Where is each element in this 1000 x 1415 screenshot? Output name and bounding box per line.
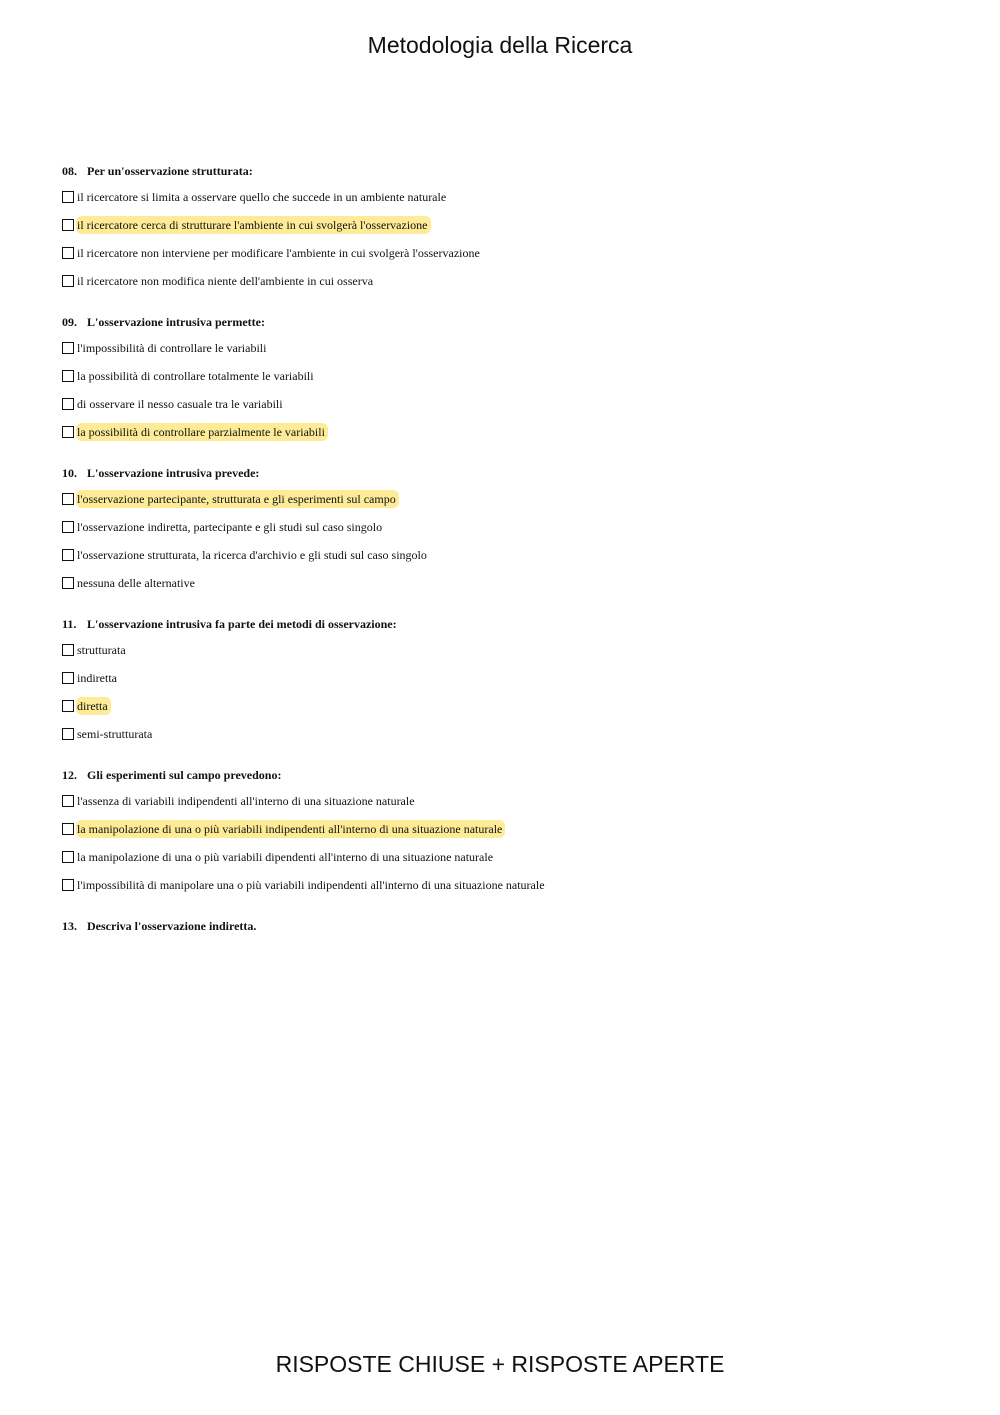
question-list [62, 162, 942, 958]
answer-text-highlighted: il ricercatore cerca di strutturare l'ambiente in cui svolgerà l'osservazione [76, 216, 431, 234]
answer-checkbox[interactable] [62, 549, 74, 561]
answer-checkbox[interactable] [62, 823, 74, 835]
question-heading [62, 162, 942, 180]
question-3 [62, 615, 942, 743]
answer-checkbox[interactable] [62, 493, 74, 505]
answer-option[interactable] [62, 641, 942, 659]
question-number: 09. [62, 315, 77, 329]
answer-checkbox[interactable] [62, 879, 74, 891]
question-heading [62, 615, 942, 633]
answer-option[interactable] [62, 697, 942, 715]
answer-checkbox[interactable] [62, 700, 74, 712]
answer-option[interactable] [62, 395, 942, 413]
answer-text: il ricercatore non modifica niente dell'ambiente in cui osserva [77, 274, 374, 288]
page-title: Metodologia della Ricerca [367, 32, 633, 58]
answer-checkbox[interactable] [62, 728, 74, 740]
answer-text: l'osservazione strutturata, la ricerca d'archivio e gli studi sul caso singolo [77, 548, 427, 562]
question-text: L'osservazione intrusiva fa parte dei metodi di osservazione: [87, 617, 397, 631]
answer-text: la manipolazione di una o più variabili dipendenti all'interno di una situazione naturale [77, 850, 494, 864]
answer-option[interactable] [62, 272, 942, 290]
answer-option[interactable] [62, 876, 942, 894]
answer-checkbox[interactable] [62, 275, 74, 287]
answer-checkbox[interactable] [62, 426, 74, 438]
answer-text: il ricercatore si limita a osservare quello che succede in un ambiente naturale [77, 190, 447, 204]
answer-option[interactable] [62, 725, 942, 743]
question-text: Gli esperimenti sul campo prevedono: [87, 768, 282, 782]
answer-text: di osservare il nesso casuale tra le variabili [77, 397, 283, 411]
answer-checkbox[interactable] [62, 644, 74, 656]
answer-checkbox[interactable] [62, 851, 74, 863]
answer-option[interactable] [62, 518, 942, 536]
answer-option[interactable] [62, 423, 942, 441]
answer-text: strutturata [77, 643, 126, 657]
answer-option[interactable] [62, 244, 942, 262]
question-4 [62, 766, 942, 894]
answer-option[interactable] [62, 574, 942, 592]
answer-option[interactable] [62, 820, 942, 838]
answer-checkbox[interactable] [62, 247, 74, 259]
answer-checkbox[interactable] [62, 370, 74, 382]
answer-checkbox[interactable] [62, 398, 74, 410]
question-2 [62, 464, 942, 592]
answer-option[interactable] [62, 792, 942, 810]
answer-option[interactable] [62, 216, 942, 234]
answer-text: indiretta [77, 671, 117, 685]
answer-checkbox[interactable] [62, 672, 74, 684]
answer-text: l'assenza di variabili indipendenti all'interno di una situazione naturale [77, 794, 415, 808]
answer-text-highlighted: l'osservazione partecipante, strutturata e gli esperimenti sul campo [76, 490, 399, 508]
answer-option[interactable] [62, 188, 942, 206]
answer-option[interactable] [62, 546, 942, 564]
question-text: Descriva l'osservazione indiretta. [87, 919, 257, 933]
answer-checkbox[interactable] [62, 342, 74, 354]
answer-checkbox[interactable] [62, 795, 74, 807]
answer-option[interactable] [62, 367, 942, 385]
answer-text: il ricercatore non interviene per modificare l'ambiente in cui svolgerà l'osservazione [77, 246, 480, 260]
question-1 [62, 313, 942, 441]
answer-text: la possibilità di controllare totalmente le variabili [77, 369, 314, 383]
answer-checkbox[interactable] [62, 219, 74, 231]
question-heading [62, 464, 942, 482]
answer-checkbox[interactable] [62, 521, 74, 533]
question-heading [62, 917, 942, 935]
question-text: L'osservazione intrusiva permette: [87, 315, 265, 329]
answer-text: semi-strutturata [77, 727, 153, 741]
page-footer: RISPOSTE CHIUSE + RISPOSTE APERTE [275, 1351, 725, 1377]
question-number: 10. [62, 466, 77, 480]
answer-text: nessuna delle alternative [77, 576, 195, 590]
answer-checkbox[interactable] [62, 191, 74, 203]
question-number: 13. [62, 919, 77, 933]
answer-text: l'impossibilità di manipolare una o più variabili indipendenti all'interno di una situazione naturale [77, 878, 545, 892]
question-heading [62, 766, 942, 784]
answer-text-highlighted: la manipolazione di una o più variabili indipendenti all'interno di una situazione naturale [76, 820, 505, 838]
question-5 [62, 917, 942, 935]
question-number: 12. [62, 768, 77, 782]
answer-text: l'impossibilità di controllare le variabili [77, 341, 267, 355]
answer-text-highlighted: diretta [76, 697, 111, 715]
answer-text: l'osservazione indiretta, partecipante e gli studi sul caso singolo [77, 520, 383, 534]
answer-option[interactable] [62, 848, 942, 866]
question-text: Per un'osservazione strutturata: [87, 164, 253, 178]
answer-option[interactable] [62, 490, 942, 508]
question-number: 08. [62, 164, 77, 178]
question-number: 11. [62, 617, 77, 631]
answer-text-highlighted: la possibilità di controllare parzialmente le variabili [76, 423, 328, 441]
question-heading [62, 313, 942, 331]
question-text: L'osservazione intrusiva prevede: [87, 466, 260, 480]
answer-option[interactable] [62, 339, 942, 357]
answer-option[interactable] [62, 669, 942, 687]
answer-checkbox[interactable] [62, 577, 74, 589]
question-0 [62, 162, 942, 290]
